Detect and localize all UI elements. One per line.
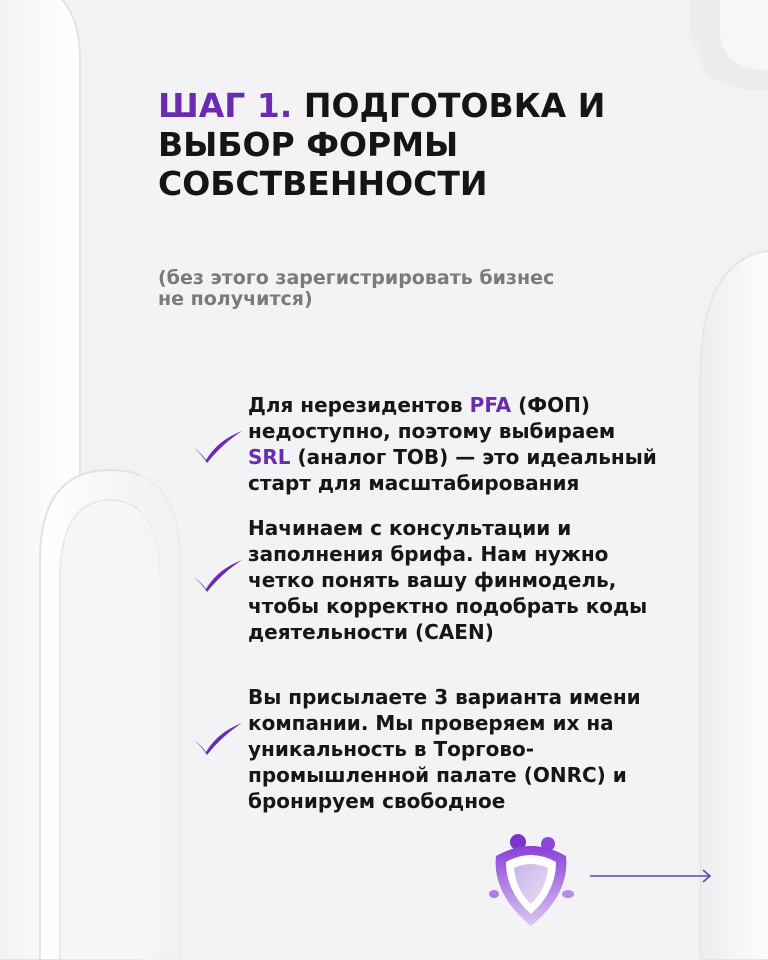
checkmark-icon (190, 428, 246, 464)
page-title (158, 86, 605, 203)
subtitle-line-2: не получится) (158, 288, 313, 310)
brand-logo (488, 832, 574, 932)
list-item-text: Начинаем с консультации и заполнения брифа. Нам нужно четко понять вашу финмодель, чтобы корректно подобрать коды деятельности (CAEN) (248, 516, 648, 644)
title-line-1 (158, 86, 605, 125)
list-item-text: Вы присылаете 3 варианта имени компании. Мы проверяем их на уникальность в Торгово- промышленной палате (ONRC) и бронируем свободное (248, 685, 641, 813)
subtitle (158, 268, 678, 310)
title-step: ШАГ 1. (158, 86, 293, 125)
title-line-3: СОБСТВЕННОСТИ (158, 164, 488, 203)
arrow-right-icon[interactable] (590, 868, 714, 884)
title-line-1-rest: ПОДГОТОВКА И (303, 86, 606, 125)
highlight-pfa: PFA (469, 393, 512, 417)
highlight-srl: SRL (248, 445, 291, 469)
subtitle-line-1: (без этого зарегистрировать бизнес (158, 267, 555, 289)
checkmark-icon (190, 720, 246, 756)
title-line-2: ВЫБОР ФОРМЫ (158, 125, 459, 164)
list-item-text: Для нерезидентов PFA (ФОП) недоступно, поэтому выбираем SRL (аналог ТОВ) — это идеальный старт для масштабирования (248, 393, 657, 495)
checkmark-icon (190, 557, 246, 593)
